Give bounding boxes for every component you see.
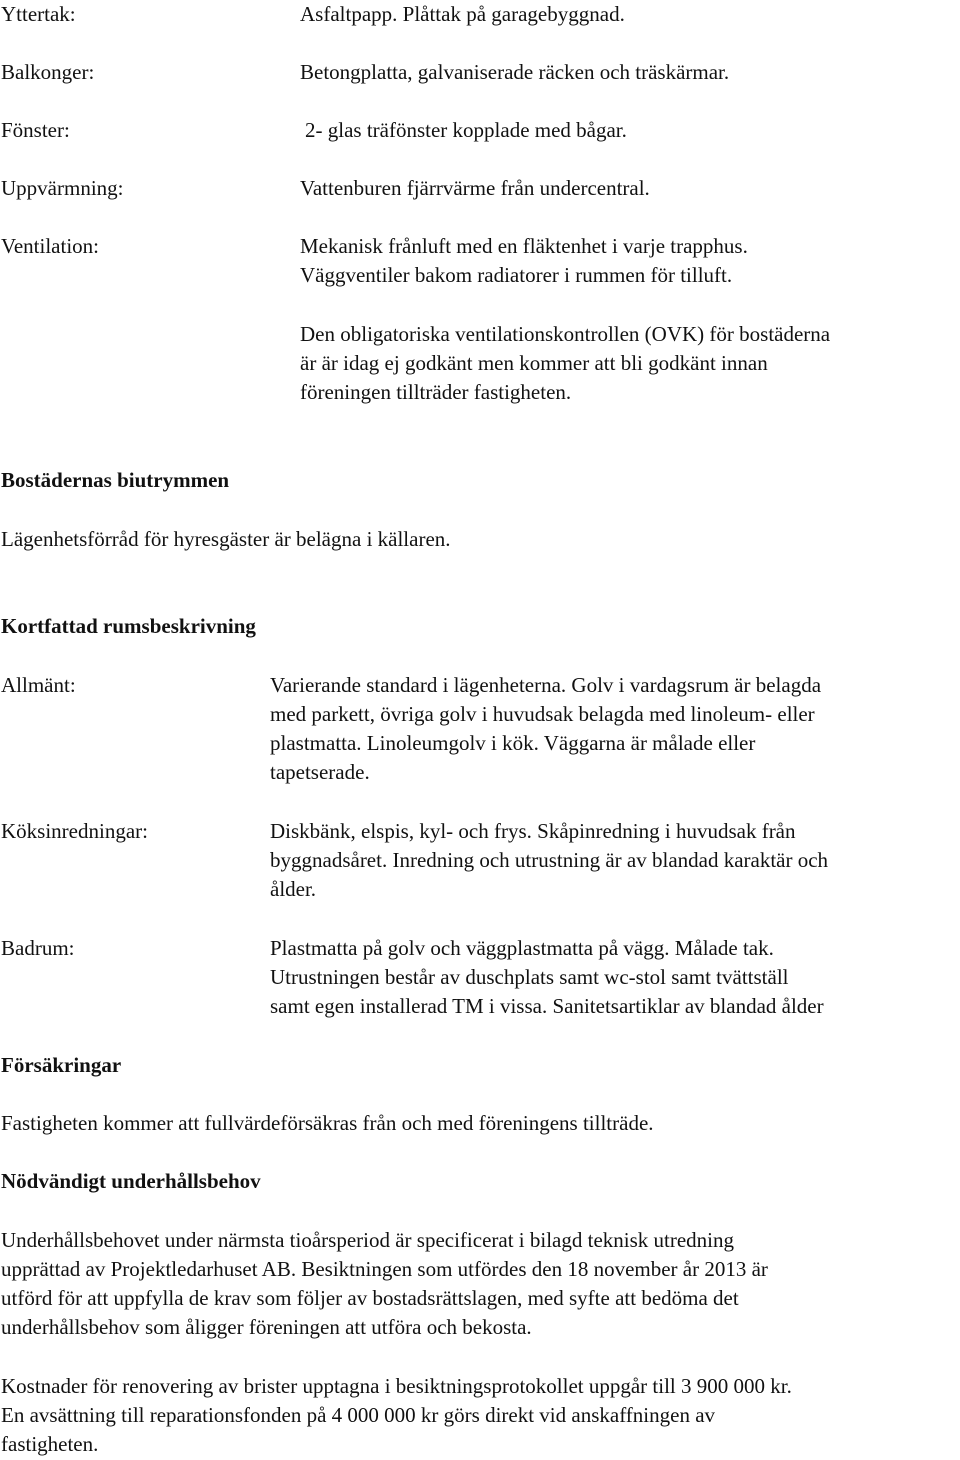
- koksinredningar-label: Köksinredningar:: [1, 819, 148, 843]
- allmant-line: Varierande standard i lägenheterna. Golv i vardagsrum är belagda: [270, 673, 822, 697]
- ventilation-value: [300, 232, 748, 290]
- underhall-line: Kostnader för renovering av brister upptagna i besiktningsprotokollet uppgår till 3 900 000 kr.: [1, 1374, 792, 1398]
- badrum-value: [270, 934, 824, 1021]
- allmant-label: Allmänt:: [1, 673, 76, 697]
- biutrymmen-heading: Bostädernas biutrymmen: [1, 468, 230, 492]
- underhall-line: fastigheten.: [1, 1432, 99, 1456]
- forsakringar-heading: Försäkringar: [1, 1053, 122, 1077]
- underhall-line: En avsättning till reparationsfonden på 4 000 000 kr görs direkt vid anskaffningen av: [1, 1403, 716, 1427]
- underhall-paragraph-2: [1, 1372, 792, 1459]
- ventilation-line: Väggventiler bakom radiatorer i rummen för tilluft.: [300, 263, 733, 287]
- biutrymmen-text: Lägenhetsförråd för hyresgäster är belägna i källaren.: [1, 527, 451, 551]
- underhall-line: underhållsbehov som åligger föreningen att utföra och bekosta.: [1, 1315, 532, 1339]
- yttertak-value: Asfaltpapp. Plåttak på garagebyggnad.: [300, 2, 625, 26]
- allmant-value: [270, 671, 821, 787]
- badrum-line: samt egen installerad TM i vissa. Sanitetsartiklar av blandad ålder: [270, 994, 824, 1018]
- badrum-label: Badrum:: [1, 936, 75, 960]
- ovk-paragraph: [300, 320, 830, 407]
- fonster-value: 2- glas träfönster kopplade med bågar.: [305, 118, 627, 142]
- balkonger-label: Balkonger:: [1, 60, 95, 84]
- ovk-line: Den obligatoriska ventilationskontrollen (OVK) för bostäderna: [300, 322, 831, 346]
- ventilation-label: Ventilation:: [1, 234, 99, 258]
- koksinredningar-line: ålder.: [270, 877, 317, 901]
- balkonger-value: Betongplatta, galvaniserade räcken och träskärmar.: [300, 60, 730, 84]
- koksinredningar-value: [270, 817, 828, 904]
- uppvarmning-label: Uppvärmning:: [1, 176, 124, 200]
- koksinredningar-line: byggnadsåret. Inredning och utrustning är av blandad karaktär och: [270, 848, 829, 872]
- underhall-heading: Nödvändigt underhållsbehov: [1, 1169, 261, 1193]
- underhall-line: utförd för att uppfylla de krav som följer av bostadsrättslagen, med syfte att bedöma det: [1, 1286, 739, 1310]
- ventilation-line: Mekanisk frånluft med en fläktenhet i varje trapphus.: [300, 234, 748, 258]
- koksinredningar-line: Diskbänk, elspis, kyl- och frys. Skåpinredning i huvudsak från: [270, 819, 796, 843]
- underhall-paragraph-1: [1, 1226, 768, 1342]
- allmant-line: tapetserade.: [270, 760, 370, 784]
- underhall-line: Underhållsbehovet under närmsta tioårsperiod är specificerat i bilagd teknisk utredning: [1, 1228, 735, 1252]
- allmant-line: plastmatta. Linoleumgolv i kök. Väggarna är målade eller: [270, 731, 756, 755]
- rumsbeskrivning-heading: Kortfattad rumsbeskrivning: [1, 614, 256, 638]
- badrum-line: Utrustningen består av duschplats samt wc-stol samt tvättställ: [270, 965, 789, 989]
- ovk-line: är är idag ej godkänt men kommer att bli godkänt innan: [300, 351, 768, 375]
- uppvarmning-value: Vattenburen fjärrvärme från undercentral.: [300, 176, 650, 200]
- forsakringar-text: Fastigheten kommer att fullvärdeförsäkras från och med föreningens tillträde.: [1, 1111, 654, 1135]
- allmant-line: med parkett, övriga golv i huvudsak belagda med linoleum- eller: [270, 702, 815, 726]
- fonster-label: Fönster:: [1, 118, 70, 142]
- ovk-line: föreningen tillträder fastigheten.: [300, 380, 572, 404]
- underhall-line: upprättad av Projektledarhuset AB. Besiktningen som utfördes den 18 november år 2013 är: [1, 1257, 768, 1281]
- yttertak-label: Yttertak:: [1, 2, 76, 26]
- badrum-line: Plastmatta på golv och väggplastmatta på vägg. Målade tak.: [270, 936, 774, 960]
